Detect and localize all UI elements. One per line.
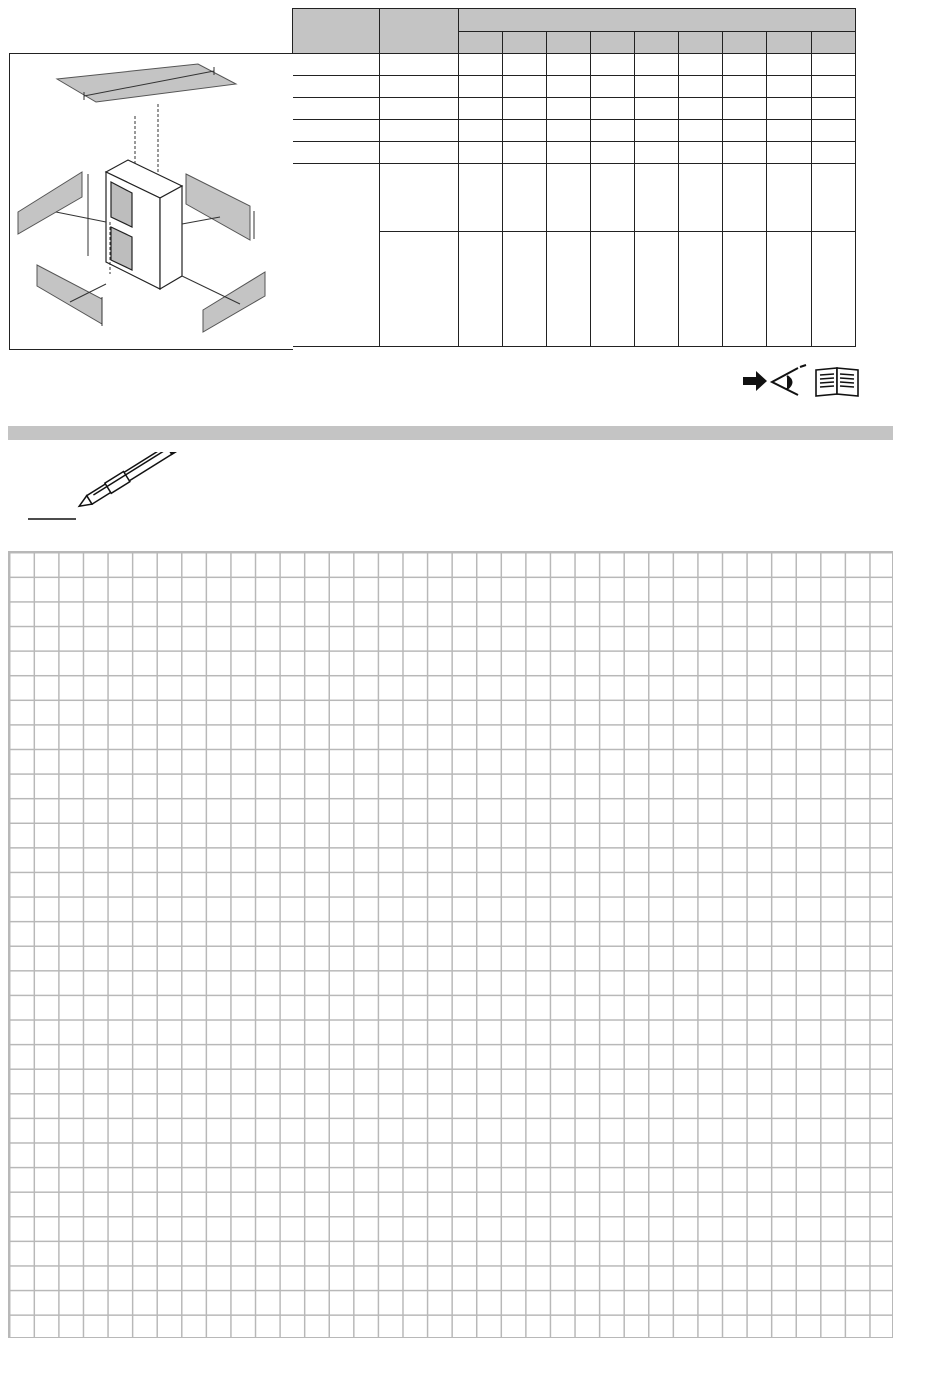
table-subheader <box>812 32 856 54</box>
table-cell <box>723 232 767 347</box>
table-cell <box>293 54 380 76</box>
table-cell <box>723 164 767 232</box>
table-cell <box>293 164 380 347</box>
right-rear-wall-zone <box>186 174 250 240</box>
table-cell <box>767 54 812 76</box>
table-cell <box>380 232 459 347</box>
table-cell <box>459 98 503 120</box>
table-cell <box>380 54 459 76</box>
table-cell <box>591 76 635 98</box>
table-cell <box>591 120 635 142</box>
table-cell <box>591 164 635 232</box>
left-front-wall-zone <box>37 265 102 324</box>
table-cell <box>459 232 503 347</box>
table-cell <box>635 76 679 98</box>
table-cell <box>723 54 767 76</box>
manual-book-icon <box>816 368 858 396</box>
table-row <box>293 76 856 98</box>
table-cell <box>380 98 459 120</box>
table-cell <box>812 120 856 142</box>
table-cell <box>459 76 503 98</box>
table-cell <box>767 164 812 232</box>
table-cell <box>591 54 635 76</box>
table-subheader <box>723 32 767 54</box>
table-cell <box>635 98 679 120</box>
table-row <box>293 98 856 120</box>
table-group-header <box>459 9 856 32</box>
table-cell <box>679 98 723 120</box>
table-row <box>293 164 856 232</box>
clearance-table <box>292 8 856 347</box>
notes-header <box>26 452 196 527</box>
table-subheader <box>503 32 547 54</box>
table-cell <box>459 142 503 164</box>
table-cell <box>812 76 856 98</box>
table-cell <box>503 232 547 347</box>
table-cell <box>459 120 503 142</box>
table-cell <box>293 142 380 164</box>
right-front-wall-zone <box>203 272 265 332</box>
table-cell <box>635 164 679 232</box>
table-cell <box>459 164 503 232</box>
table-cell <box>380 120 459 142</box>
table-cell <box>547 98 591 120</box>
table-cell <box>380 76 459 98</box>
eye-icon <box>772 365 806 395</box>
table-cell <box>503 54 547 76</box>
table-subheader <box>547 32 591 54</box>
table-cell <box>591 98 635 120</box>
table-cell <box>547 164 591 232</box>
table-cell <box>547 54 591 76</box>
table-subheader <box>591 32 635 54</box>
notes-grid-area[interactable] <box>8 551 893 1338</box>
table-subheader <box>459 32 503 54</box>
table-cell <box>812 98 856 120</box>
table-cell <box>679 142 723 164</box>
table-cell <box>380 142 459 164</box>
section-title-bar <box>8 426 893 440</box>
table-cell <box>679 164 723 232</box>
table-cell <box>503 164 547 232</box>
table-cell <box>812 232 856 347</box>
table-cell <box>679 232 723 347</box>
installation-clearance-diagram <box>9 53 293 350</box>
see-manual-reference <box>742 364 860 403</box>
table-cell <box>459 54 503 76</box>
table-cell <box>723 142 767 164</box>
table-cell <box>679 76 723 98</box>
table-cell <box>767 98 812 120</box>
table-subheader <box>767 32 812 54</box>
see-manual-glyph <box>742 364 860 398</box>
table-header-col-2 <box>380 9 459 54</box>
pen-icon <box>26 452 196 522</box>
table-cell <box>767 232 812 347</box>
table-subheader <box>679 32 723 54</box>
table-cell <box>723 76 767 98</box>
table-cell <box>547 232 591 347</box>
clearance-diagram-drawing <box>10 54 294 351</box>
table-header-col-1 <box>293 9 380 54</box>
table-cell <box>591 232 635 347</box>
table-cell <box>812 142 856 164</box>
table-cell <box>767 120 812 142</box>
table-cell <box>503 120 547 142</box>
table-cell <box>679 54 723 76</box>
table-body <box>293 54 856 347</box>
table-cell <box>635 54 679 76</box>
table-cell <box>293 98 380 120</box>
table-cell <box>812 164 856 232</box>
table-subheader <box>635 32 679 54</box>
table-cell <box>635 232 679 347</box>
table-cell <box>547 120 591 142</box>
table-cell <box>293 76 380 98</box>
table-cell <box>503 76 547 98</box>
table-cell <box>547 142 591 164</box>
table-row <box>293 142 856 164</box>
table-cell <box>591 142 635 164</box>
table-cell <box>767 76 812 98</box>
table-cell <box>547 76 591 98</box>
table-cell <box>293 120 380 142</box>
table-cell <box>503 142 547 164</box>
left-rear-wall-zone <box>18 172 82 234</box>
table-cell <box>812 54 856 76</box>
table-row <box>293 54 856 76</box>
table-row <box>293 120 856 142</box>
table-cell <box>723 98 767 120</box>
table-cell <box>723 120 767 142</box>
table-cell <box>635 120 679 142</box>
outdoor-unit <box>106 160 182 289</box>
arrow-right-icon <box>743 371 767 391</box>
table-cell <box>380 164 459 232</box>
table-cell <box>503 98 547 120</box>
table-cell <box>635 142 679 164</box>
table-cell <box>679 120 723 142</box>
table-cell <box>767 142 812 164</box>
